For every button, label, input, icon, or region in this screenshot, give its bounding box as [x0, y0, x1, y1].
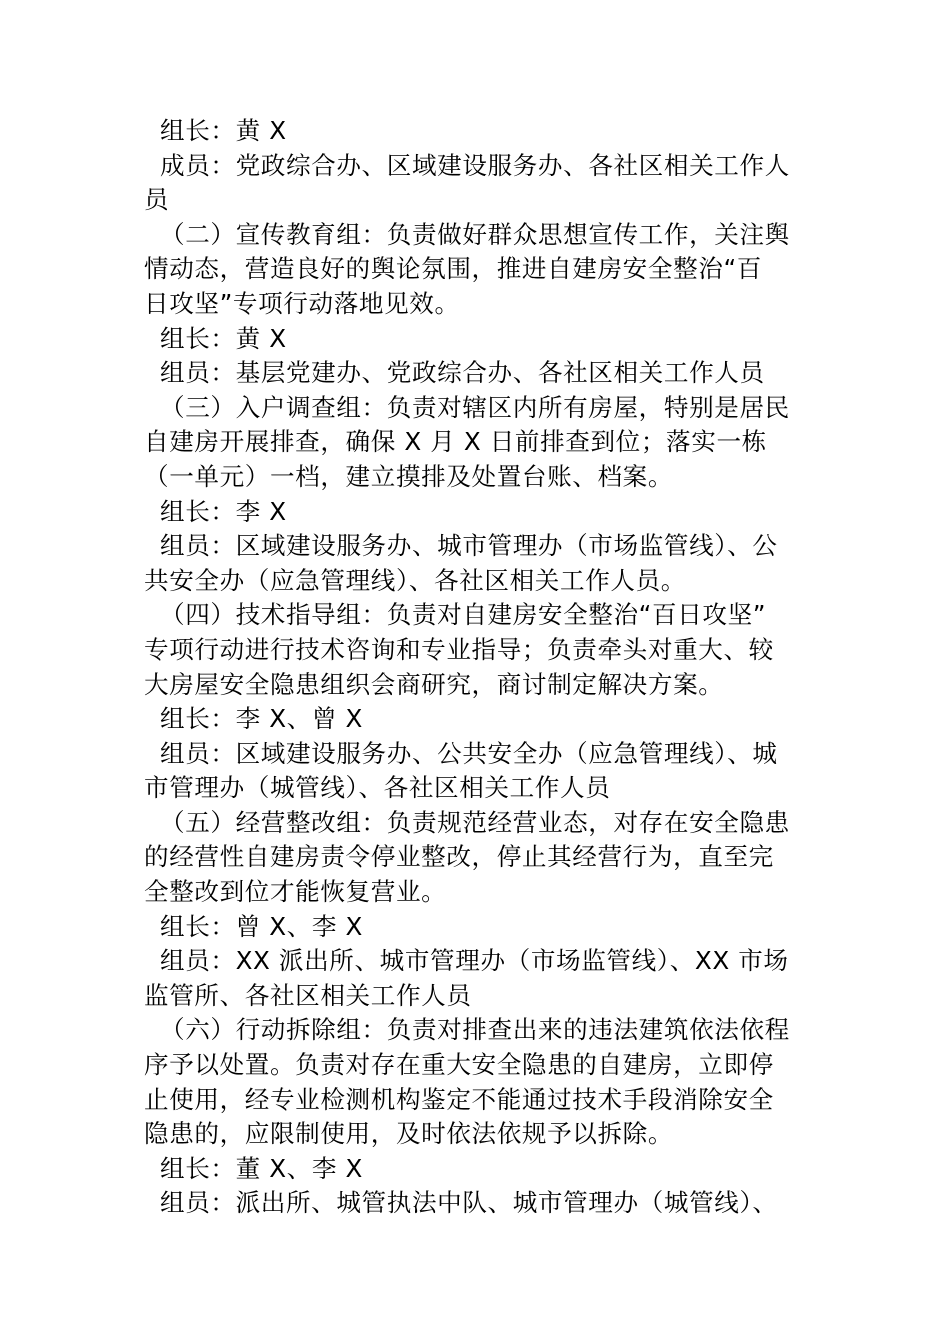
text-line: 员 [144, 185, 170, 215]
text-line: 监管所、各社区相关工作人员 [144, 980, 472, 1010]
text-line: 大房屋安全隐患组织会商研究，商讨制定解决方案。 [144, 669, 724, 699]
text-line: 隐患的，应限制使用，及时依法依规予以拆除。 [144, 1119, 674, 1149]
text-line: 成员：党政综合办、区域建设服务办、各社区相关工作人 [160, 150, 790, 180]
text-line: 组长：董 X、李 X [160, 1153, 363, 1183]
document-body [144, 114, 812, 1221]
text-line: 组长：黄 X [160, 323, 287, 353]
text-line: 的经营性自建房责令停业整改，停止其经营行为，直至完 [144, 842, 774, 872]
text-line: （一单元）一档，建立摸排及处置台账、档案。 [144, 461, 674, 491]
text-line: 组员：XX 派出所、城市管理办（市场监管线）、XX 市场 [160, 946, 789, 976]
text-line: 组员：区域建设服务办、公共安全办（应急管理线）、城 [160, 738, 778, 768]
text-line: 组员：派出所、城管执法中队、城市管理办（城管线）、 [160, 1188, 778, 1218]
text-line: 组长：黄 X [160, 116, 287, 145]
text-line: 专项行动进行技术咨询和专业指导；负责牵头对重大、较 [144, 634, 774, 664]
text-line: 组员：区域建设服务办、城市管理办（市场监管线）、公 [160, 531, 778, 561]
text-line: 市管理办（城管线）、各社区相关工作人员 [144, 773, 611, 803]
text-line: 组员：基层党建办、党政综合办、各社区相关工作人员 [160, 358, 765, 388]
text-line: 情动态，营造良好的舆论氛围，推进自建房安全整治“百 [144, 254, 762, 284]
section-heading-line: （三）入户调查组：负责对辖区内所有房屋，特别是居民 [160, 392, 790, 422]
section-heading-line: （四）技术指导组：负责对自建房安全整治“百日攻坚” [160, 600, 767, 630]
section-heading-line: （五）经营整改组：负责规范经营业态，对存在安全隐患 [160, 807, 790, 837]
section-heading-line: （六）行动拆除组：负责对排查出来的违法建筑依法依程 [160, 1015, 790, 1045]
text-line: 自建房开展排查，确保 X 月 X 日前排查到位；落实一栋 [144, 427, 767, 457]
text-line: 止使用，经专业检测机构鉴定不能通过技术手段消除安全 [144, 1084, 774, 1114]
text-line: 组长：李 X [160, 496, 287, 526]
text-line: 组长：曾 X、李 X [160, 911, 363, 941]
text-line: 共安全办（应急管理线）、各社区相关工作人员。 [144, 565, 686, 595]
text-line: 日攻坚”专项行动落地见效。 [144, 288, 460, 318]
text-line: 序予以处置。负责对存在重大安全隐患的自建房，立即停 [144, 1050, 774, 1080]
text-line: 组长：李 X、曾 X [160, 704, 363, 734]
section-heading-line: （二）宣传教育组：负责做好群众思想宣传工作，关注舆 [160, 219, 790, 249]
text-line: 全整改到位才能恢复营业。 [144, 877, 447, 907]
